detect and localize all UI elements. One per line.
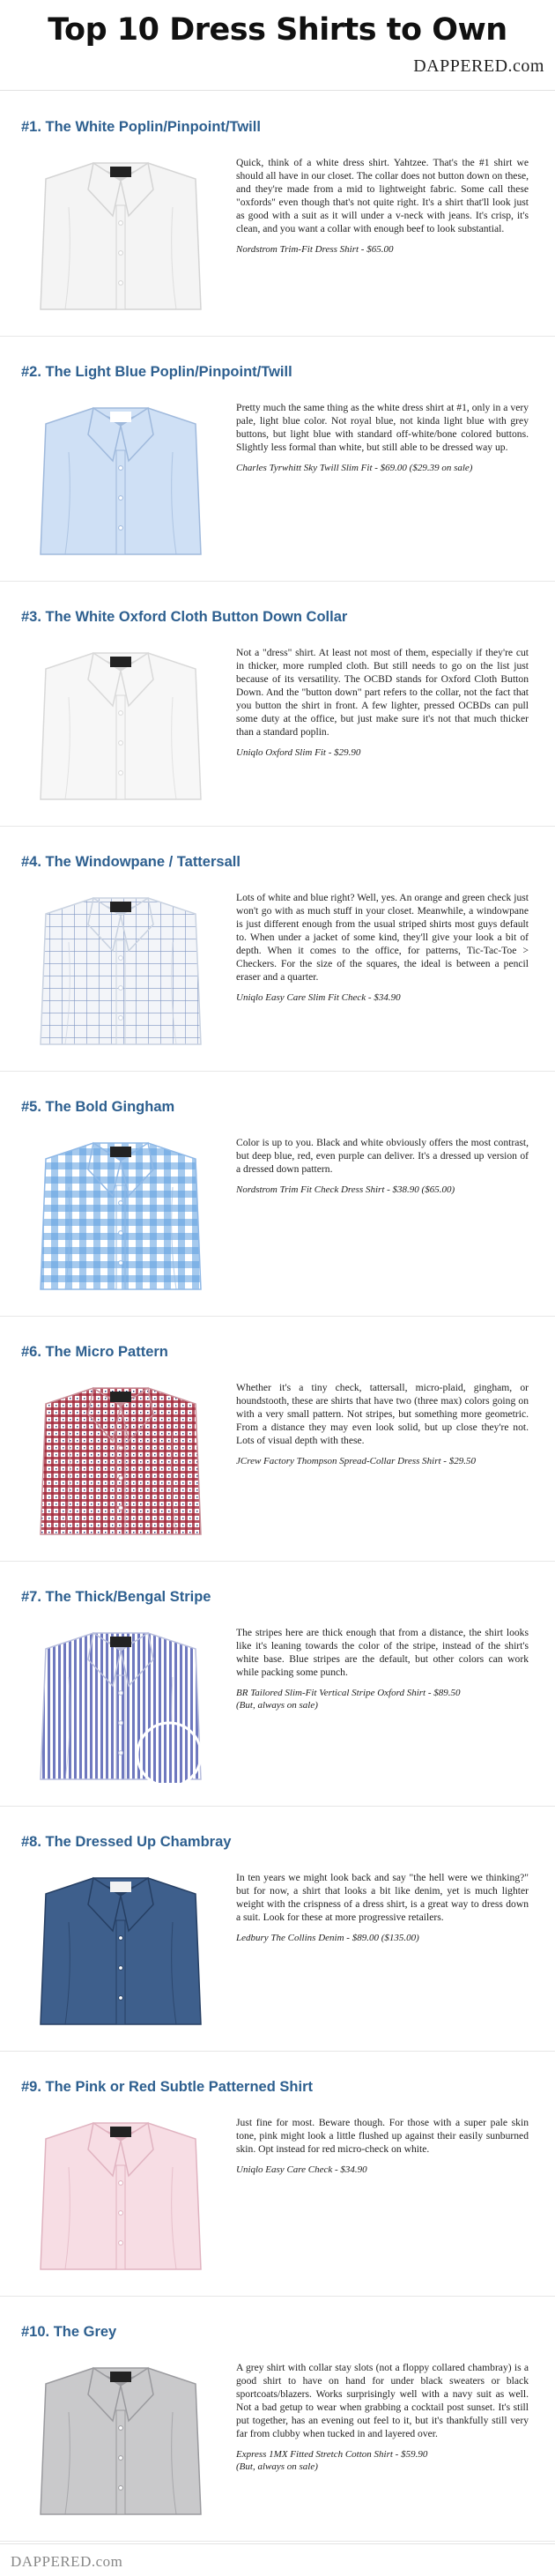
section-heading: #5. The Bold Gingham bbox=[21, 1099, 175, 1115]
page-footer bbox=[0, 2543, 555, 2576]
shirt-section bbox=[0, 1806, 555, 2052]
price-link[interactable]: Nordstrom Trim-Fit Dress Shirt - $65.00 bbox=[236, 244, 394, 255]
price-link[interactable]: Uniqlo Easy Care Check - $34.90 bbox=[236, 2164, 367, 2175]
shirt-section bbox=[0, 91, 555, 337]
shirt-section bbox=[0, 1316, 555, 1562]
price-link[interactable]: Express 1MX Fitted Stretch Cotton Shirt - $59.90 bbox=[236, 2449, 428, 2460]
description-text: Not a "dress" shirt. At least not most of them, especially if they're cut in thicker, more rumpled cloth. But still needs to go on the list just because of its versatility. The OCBD stands for Oxford Cloth Button Down. And the "button down" part refers to the collar, not the fact that you button the shirt in front. A few lighter, pressed OCBDs can pull some duty at the office, but just make sure it's not that much thicker than a standard poplin. bbox=[236, 647, 529, 738]
shirt-section bbox=[0, 581, 555, 827]
price-note: (But, always on sale) bbox=[236, 2461, 318, 2472]
pink-shirt-icon bbox=[37, 2114, 204, 2273]
micro-pattern-shirt-icon bbox=[37, 1379, 204, 1538]
price-link[interactable]: BR Tailored Slim-Fit Vertical Stripe Oxford Shirt - $89.50 bbox=[236, 1688, 461, 1698]
shirt-description bbox=[236, 1381, 529, 1467]
shirt-description bbox=[236, 646, 529, 759]
bengal-stripe-shirt-icon bbox=[37, 1624, 204, 1783]
page-header bbox=[0, 0, 555, 91]
shirt-section bbox=[0, 2296, 555, 2542]
section-heading: #9. The Pink or Red Subtle Patterned Shirt bbox=[21, 2079, 313, 2095]
description-text: Lots of white and blue right? Well, yes. An orange and green check just won't go with as much stuff in your closet. Meanwhile, a windowpane is just different enough from the usual striped shirts most guys default to. When under a jacket of some kind, they'll give your look a bit of depth. When it comes to the office, for patterns, Tic-Tac-Toe > Checkers. For the size of the squares, the ideal is between a pencil eraser and a quarter. bbox=[236, 892, 529, 983]
description-text: Color is up to you. Black and white obviously offers the most contrast, but deep blue, red, even purple can deliver. It's a dressed up version of a dressed down pattern. bbox=[236, 1137, 529, 1175]
price-link[interactable]: Nordstrom Trim Fit Check Dress Shirt - $38.90 ($65.00) bbox=[236, 1184, 455, 1195]
price-link[interactable]: Charles Tyrwhitt Sky Twill Slim Fit - $69.00 ($29.39 on sale) bbox=[236, 463, 473, 473]
price-link[interactable]: Ledbury The Collins Denim - $89.00 ($135.00) bbox=[236, 1933, 419, 1943]
shirt-description bbox=[236, 1136, 529, 1196]
shirt-description bbox=[236, 2361, 529, 2473]
price-note: (But, always on sale) bbox=[236, 1700, 318, 1711]
description-text: Pretty much the same thing as the white dress shirt at #1, only in a very pale, light blue color. Not royal blue, not kinda light blue with grey buttons, but light blue with standard off-white/bone colored buttons. Slightly less formal than white, but still able to be dressed way up. bbox=[236, 402, 529, 453]
section-heading: #8. The Dressed Up Chambray bbox=[21, 1834, 232, 1850]
shirt-description bbox=[236, 2116, 529, 2176]
shirt-section bbox=[0, 826, 555, 1072]
white-oxford-shirt-icon bbox=[37, 644, 204, 803]
windowpane-shirt-icon bbox=[37, 889, 204, 1048]
shirt-description bbox=[236, 1871, 529, 1944]
white-poplin-shirt-icon bbox=[37, 154, 204, 313]
brand-logo-bottom[interactable]: DAPPERED.com bbox=[11, 2553, 123, 2570]
chambray-shirt-icon bbox=[37, 1869, 204, 2028]
price-link[interactable]: JCrew Factory Thompson Spread-Collar Dress Shirt - $29.50 bbox=[236, 1456, 476, 1466]
grey-shirt-icon bbox=[37, 2359, 204, 2518]
price-link[interactable]: Uniqlo Easy Care Slim Fit Check - $34.90 bbox=[236, 992, 401, 1003]
shirt-description bbox=[236, 401, 529, 474]
description-text: Just fine for most. Beware though. For those with a super pale skin tone, pink might look a little flushed up against their easily sunburned skin. Opt instead for red micro-check on white. bbox=[236, 2117, 529, 2155]
section-heading: #10. The Grey bbox=[21, 2324, 117, 2340]
section-heading: #3. The White Oxford Cloth Button Down Collar bbox=[21, 609, 348, 625]
description-text: The stripes here are thick enough that from a distance, the shirt looks like it's leaning towards the color of the stripe, instead of the shirt's white base. Blue stripes are the default, but other colors can work while packing some punch. bbox=[236, 1627, 529, 1678]
shirt-description bbox=[236, 1626, 529, 1711]
brand-logo-top[interactable]: DAPPERED.com bbox=[413, 56, 544, 76]
gingham-shirt-icon bbox=[37, 1134, 204, 1293]
section-heading: #4. The Windowpane / Tattersall bbox=[21, 854, 240, 870]
shirt-section bbox=[0, 336, 555, 582]
shirt-description bbox=[236, 891, 529, 1004]
description-text: A grey shirt with collar stay slots (not a floppy collared chambray) is a good shirt to have on hand for under black sweaters or black sportcoats/blazers. Works surprisingly well with a navy suit as well. Not a bad getup to wear when grabbing a cocktail post sunset. It's still put together, has an evening out feel to it, but it's thankfully still very far from clubby when tucked in and layered over. bbox=[236, 2362, 529, 2439]
page-title: Top 10 Dress Shirts to Own bbox=[48, 12, 507, 48]
description-text: Quick, think of a white dress shirt. Yahtzee. That's the #1 shirt we should all have in our closet. The collar does not button down on these, and they're made from a mid to lightweight fabric. Some call these "oxfords" even though that's not quite right. It's a shirt that'll look just as good with a suit as it will under a v-neck with jeans. It's crisp, it's clean, and you want a collar with enough beef to look substantial. bbox=[236, 157, 529, 234]
shirt-section bbox=[0, 1071, 555, 1317]
section-heading: #7. The Thick/Bengal Stripe bbox=[21, 1589, 211, 1605]
section-heading: #1. The White Poplin/Pinpoint/Twill bbox=[21, 119, 261, 135]
shirt-description bbox=[236, 156, 529, 256]
section-heading: #6. The Micro Pattern bbox=[21, 1344, 168, 1360]
price-link[interactable]: Uniqlo Oxford Slim Fit - $29.90 bbox=[236, 747, 361, 758]
shirt-section bbox=[0, 2051, 555, 2297]
shirt-section bbox=[0, 1561, 555, 1807]
light-blue-poplin-shirt-icon bbox=[37, 399, 204, 558]
description-text: Whether it's a tiny check, tattersall, micro-plaid, gingham, or houndstooth, these are shirts that have two (three max) colors going on with a very small pattern. Not stripes, but something more geometric. From a distance they may even look solid, but up close they're not. Lots of visual depth with these. bbox=[236, 1382, 529, 1446]
description-text: In ten years we might look back and say "the hell were we thinking?" but for now, a shirt that looks a bit like denim, yet is much lighter weight with the crispness of a dress shirt, is a great way to dress down a suit. Look for these at more progressive retailers. bbox=[236, 1872, 529, 1923]
section-heading: #2. The Light Blue Poplin/Pinpoint/Twill bbox=[21, 364, 292, 380]
